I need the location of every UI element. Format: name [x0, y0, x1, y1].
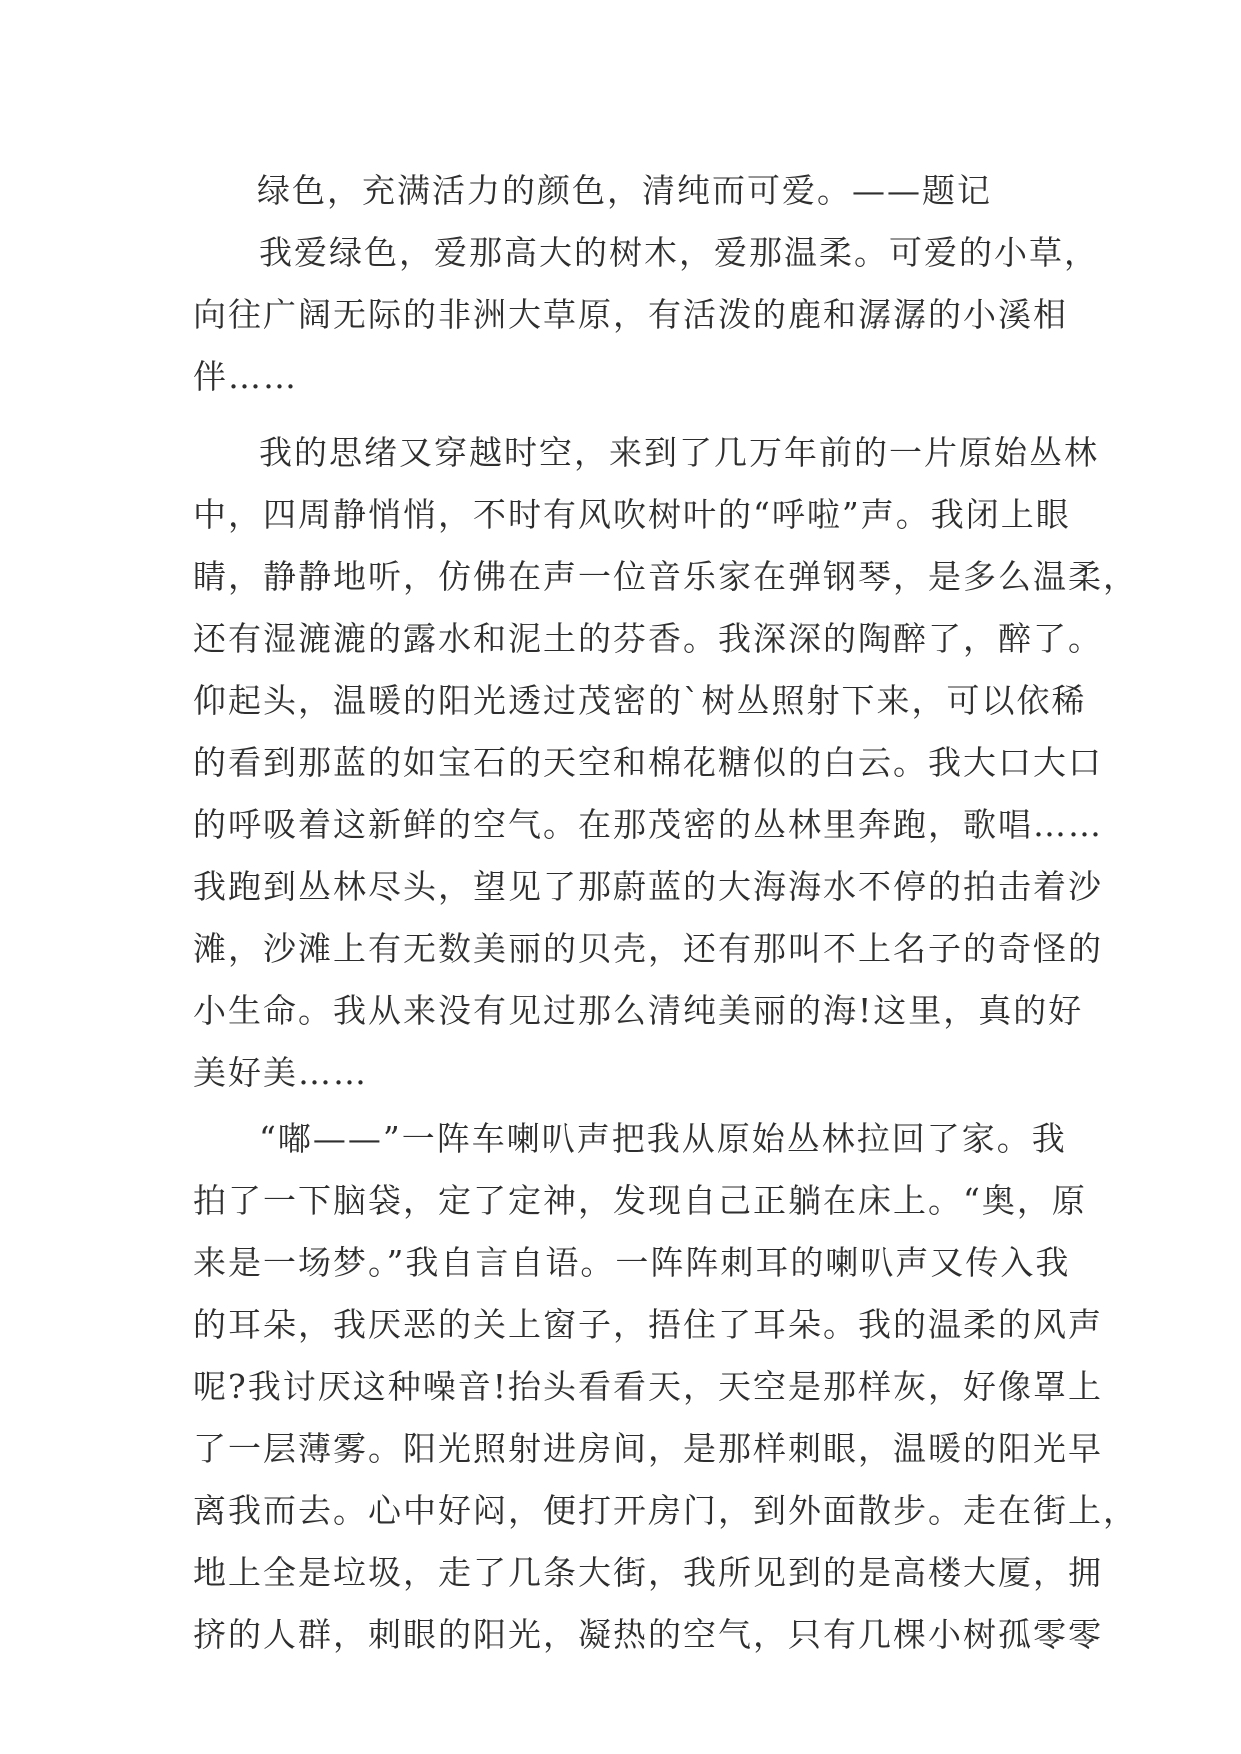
paragraph-line: 来是一场梦。”我自言自语。一阵阵刺耳的喇叭声又传入我 [193, 1243, 1071, 1282]
paragraph-line: 挤的人群，刺眼的阳光，凝热的空气，只有几棵小树孤零零 [193, 1615, 1103, 1654]
paragraph-line: 的耳朵，我厌恶的关上窗子，捂住了耳朵。我的温柔的风声 [193, 1305, 1103, 1344]
paragraph-line: 向往广阔无际的非洲大草原，有活泼的鹿和潺潺的小溪相 [193, 295, 1068, 334]
paragraph-line: 睛，静静地听，仿佛在声一位音乐家在弹钢琴，是多么温柔， [193, 557, 1138, 596]
epigraph [193, 160, 1073, 222]
paragraph-line: 地上全是垃圾，走了几条大街，我所见到的是高楼大厦，拥 [193, 1553, 1103, 1592]
paragraph-1 [193, 222, 1099, 408]
paragraph-line: 我跑到丛林尽头，望见了那蔚蓝的大海海水不停的拍击着沙 [193, 867, 1103, 906]
paragraph-line: 了一层薄雾。阳光照射进房间，是那样刺眼，温暖的阳光早 [193, 1429, 1103, 1468]
paragraph-line: 还有湿漉漉的露水和泥土的芬香。我深深的陶醉了，醉了。 [193, 619, 1103, 658]
paragraph-line: 我爱绿色，爱那高大的树木，爱那温柔。可爱的小草， [259, 233, 1099, 272]
paragraph-line: 伴…… [193, 357, 298, 396]
paragraph-3 [193, 1108, 1138, 1666]
paragraph-line: 的呼吸着这新鲜的空气。在那茂密的丛林里奔跑，歌唱…… [193, 805, 1103, 844]
paragraph-line: 仰起头，温暖的阳光透过茂密的`树丛照射下来，可以依稀 [193, 681, 1087, 720]
paragraph-line: 拍了一下脑袋，定了定神，发现自己正躺在床上。“奥，原 [193, 1181, 1087, 1220]
epigraph-line: 绿色，充满活力的颜色，清纯而可爱。——题记 [257, 171, 992, 210]
paragraph-line: 美好美…… [193, 1053, 368, 1092]
paragraph-line: “嘟——”一阵车喇叭声把我从原始丛林拉回了家。我 [259, 1119, 1067, 1158]
paragraph-line: 滩，沙滩上有无数美丽的贝壳，还有那叫不上名子的奇怪的 [193, 929, 1103, 968]
paragraph-line: 中，四周静悄悄，不时有风吹树叶的“呼啦”声。我闭上眼 [193, 495, 1071, 534]
paragraph-line: 离我而去。心中好闷，便打开房门，到外面散步。走在街上， [193, 1491, 1138, 1530]
paragraph-line: 小生命。我从来没有见过那么清纯美丽的海!这里，真的好 [193, 991, 1084, 1030]
paragraph-line: 的看到那蓝的如宝石的天空和棉花糖似的白云。我大口大口 [193, 743, 1103, 782]
paragraph-line: 呢?我讨厌这种噪音!抬头看看天，天空是那样灰，好像罩上 [193, 1367, 1103, 1406]
paragraph-line: 我的思绪又穿越时空，来到了几万年前的一片原始丛林 [259, 433, 1099, 472]
essay-body [193, 160, 1138, 1666]
paragraph-2 [193, 422, 1138, 1104]
